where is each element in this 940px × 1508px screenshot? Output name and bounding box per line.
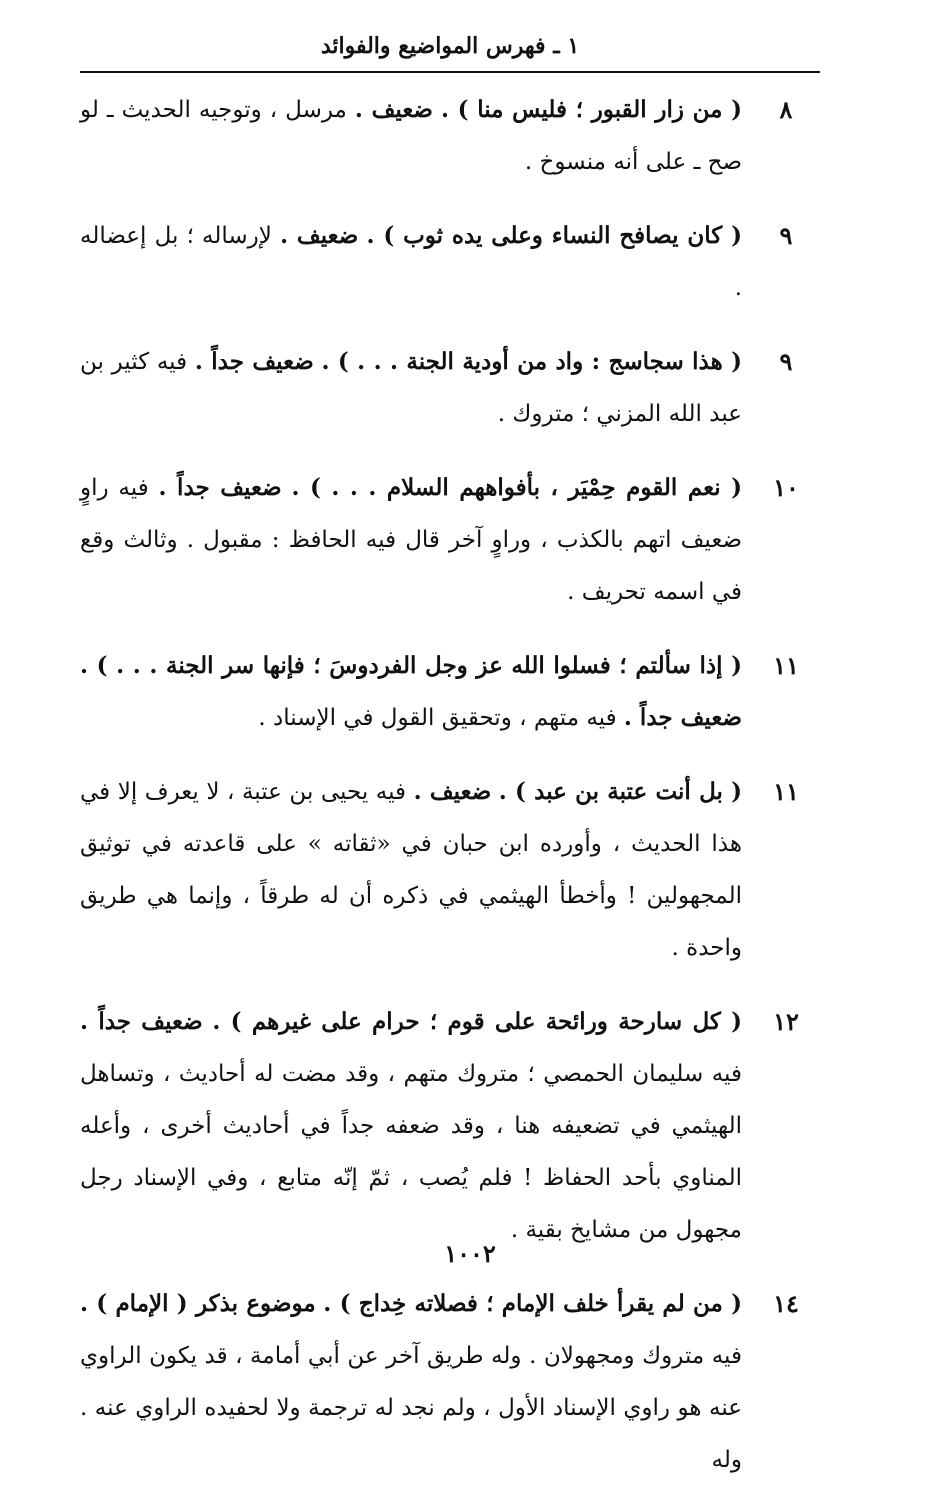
entry-note: فيه كثير بن عبد الله المزني ؛ متروك . — [80, 349, 742, 427]
entry-page-number: ٩ — [779, 221, 793, 250]
index-entry — [80, 640, 820, 744]
entry-note: فيه راوٍ ضعيف اتهم بالكذب ، وراوٍ آخر قال فيه الحافظ : مقبول . وثالث وقع في اسمه تحريف . — [80, 475, 742, 605]
hadith-text: ( من لم يقرأ خلف الإمام ؛ فصلاته خِداج ) . — [323, 1290, 743, 1317]
entry-page-number: ٩ — [779, 347, 793, 376]
entry-text — [80, 462, 742, 618]
hadith-grade: ضعيف . — [413, 778, 492, 805]
hadith-grade: ضعيف جداً . — [158, 474, 282, 501]
hadith-grade: ضعيف . — [354, 96, 433, 123]
index-entries — [80, 84, 820, 1508]
entry-note: فيه متروك ومجهولان . وله طريق آخر عن أبي أمامة ، قد يكون الراوي عنه هو راوي الإسناد الأول ، ولم نجد له ترجمة ولا لحفيده الراوي عنه . وله — [80, 1343, 742, 1473]
index-entry — [80, 766, 820, 974]
entry-text — [80, 996, 742, 1256]
hadith-grade: ضعيف جداً . — [194, 348, 314, 375]
entry-note: فيه يحيى بن عتبة ، لا يعرف إلا في هذا الحديث ، وأورده ابن حبان في «ثقاته » على قاعدته في توثيق المجهولين ! وأخطأ الهيثمي في ذكره أن له طرقاً ، وإنما هي طريق واحدة . — [80, 779, 742, 961]
entry-note: فيه متهم ، وتحقيق القول في الإسناد . — [258, 705, 617, 731]
hadith-grade: ضعيف جداً . — [80, 1008, 203, 1035]
hadith-text: ( هذا سجاسج : واد من أودية الجنة . . . ) . — [321, 348, 743, 375]
entry-page-number: ٨ — [779, 95, 793, 124]
entry-page-number: ١٢ — [773, 1007, 799, 1036]
hadith-text: ( من زار القبور ؛ فليس منا ) . — [440, 96, 743, 123]
hadith-text: ( بل أنت عتبة بن عبد ) . — [498, 778, 743, 805]
hadith-grade: ضعيف . — [280, 222, 359, 249]
header-rule — [80, 71, 820, 73]
entry-text — [80, 210, 742, 314]
index-entry — [80, 84, 820, 188]
hadith-text: ( كان يصافح النساء وعلى يده ثوب ) . — [366, 222, 742, 249]
entry-text — [80, 336, 742, 440]
index-entry — [80, 210, 820, 314]
index-entry — [80, 336, 820, 440]
hadith-text: ( إذا سألتم ؛ فسلوا الله عز وجل الفردوسَ ؛ فإنها سر الجنة . . . ) . — [80, 652, 742, 679]
hadith-text: ( نعم القوم حِمْيَر ، بأفواههم السلام . . . ) . — [291, 474, 743, 501]
index-entry — [80, 996, 820, 1256]
hadith-grade: موضوع بذكر ( الإمام ) . — [80, 1290, 316, 1317]
entry-text — [80, 84, 742, 188]
entry-page-number: ١٤ — [773, 1289, 799, 1318]
running-header: ١ ـ فهرس المواضيع والفوائد — [320, 33, 580, 59]
entry-note: فيه سليمان الحمصي ؛ متروك متهم ، وقد مضت له أحاديث ، وتساهل الهيثمي في تضعيفه هنا ، وقد ضعفه جداً في أحاديث أخرى ، وأعله المناوي بأحد الحفاظ ! فلم يُصب ، ثمّ إنّه متابع ، وفي الإسناد رجل مجهول من مشايخ بقية . — [80, 1061, 742, 1243]
entry-page-number: ١٠ — [773, 473, 799, 502]
entry-page-number: ١١ — [773, 777, 799, 806]
entry-text — [80, 766, 742, 974]
entry-note: مرسل ، وتوجيه الحديث ـ لو صح ـ على أنه منسوخ . — [80, 97, 742, 175]
page-number: ١٠٠٢ — [444, 1239, 496, 1268]
index-entry — [80, 1278, 820, 1486]
index-entry — [80, 462, 820, 618]
hadith-text: ( كل سارحة ورائحة على قوم ؛ حرام على غيرهم ) . — [212, 1008, 743, 1035]
entry-text — [80, 640, 742, 744]
entry-page-number: ١١ — [773, 651, 799, 680]
hadith-grade: ضعيف جداً . — [623, 704, 742, 731]
entry-text — [80, 1278, 742, 1486]
entry-note: لإرساله ؛ بل إعضاله . — [80, 223, 742, 301]
